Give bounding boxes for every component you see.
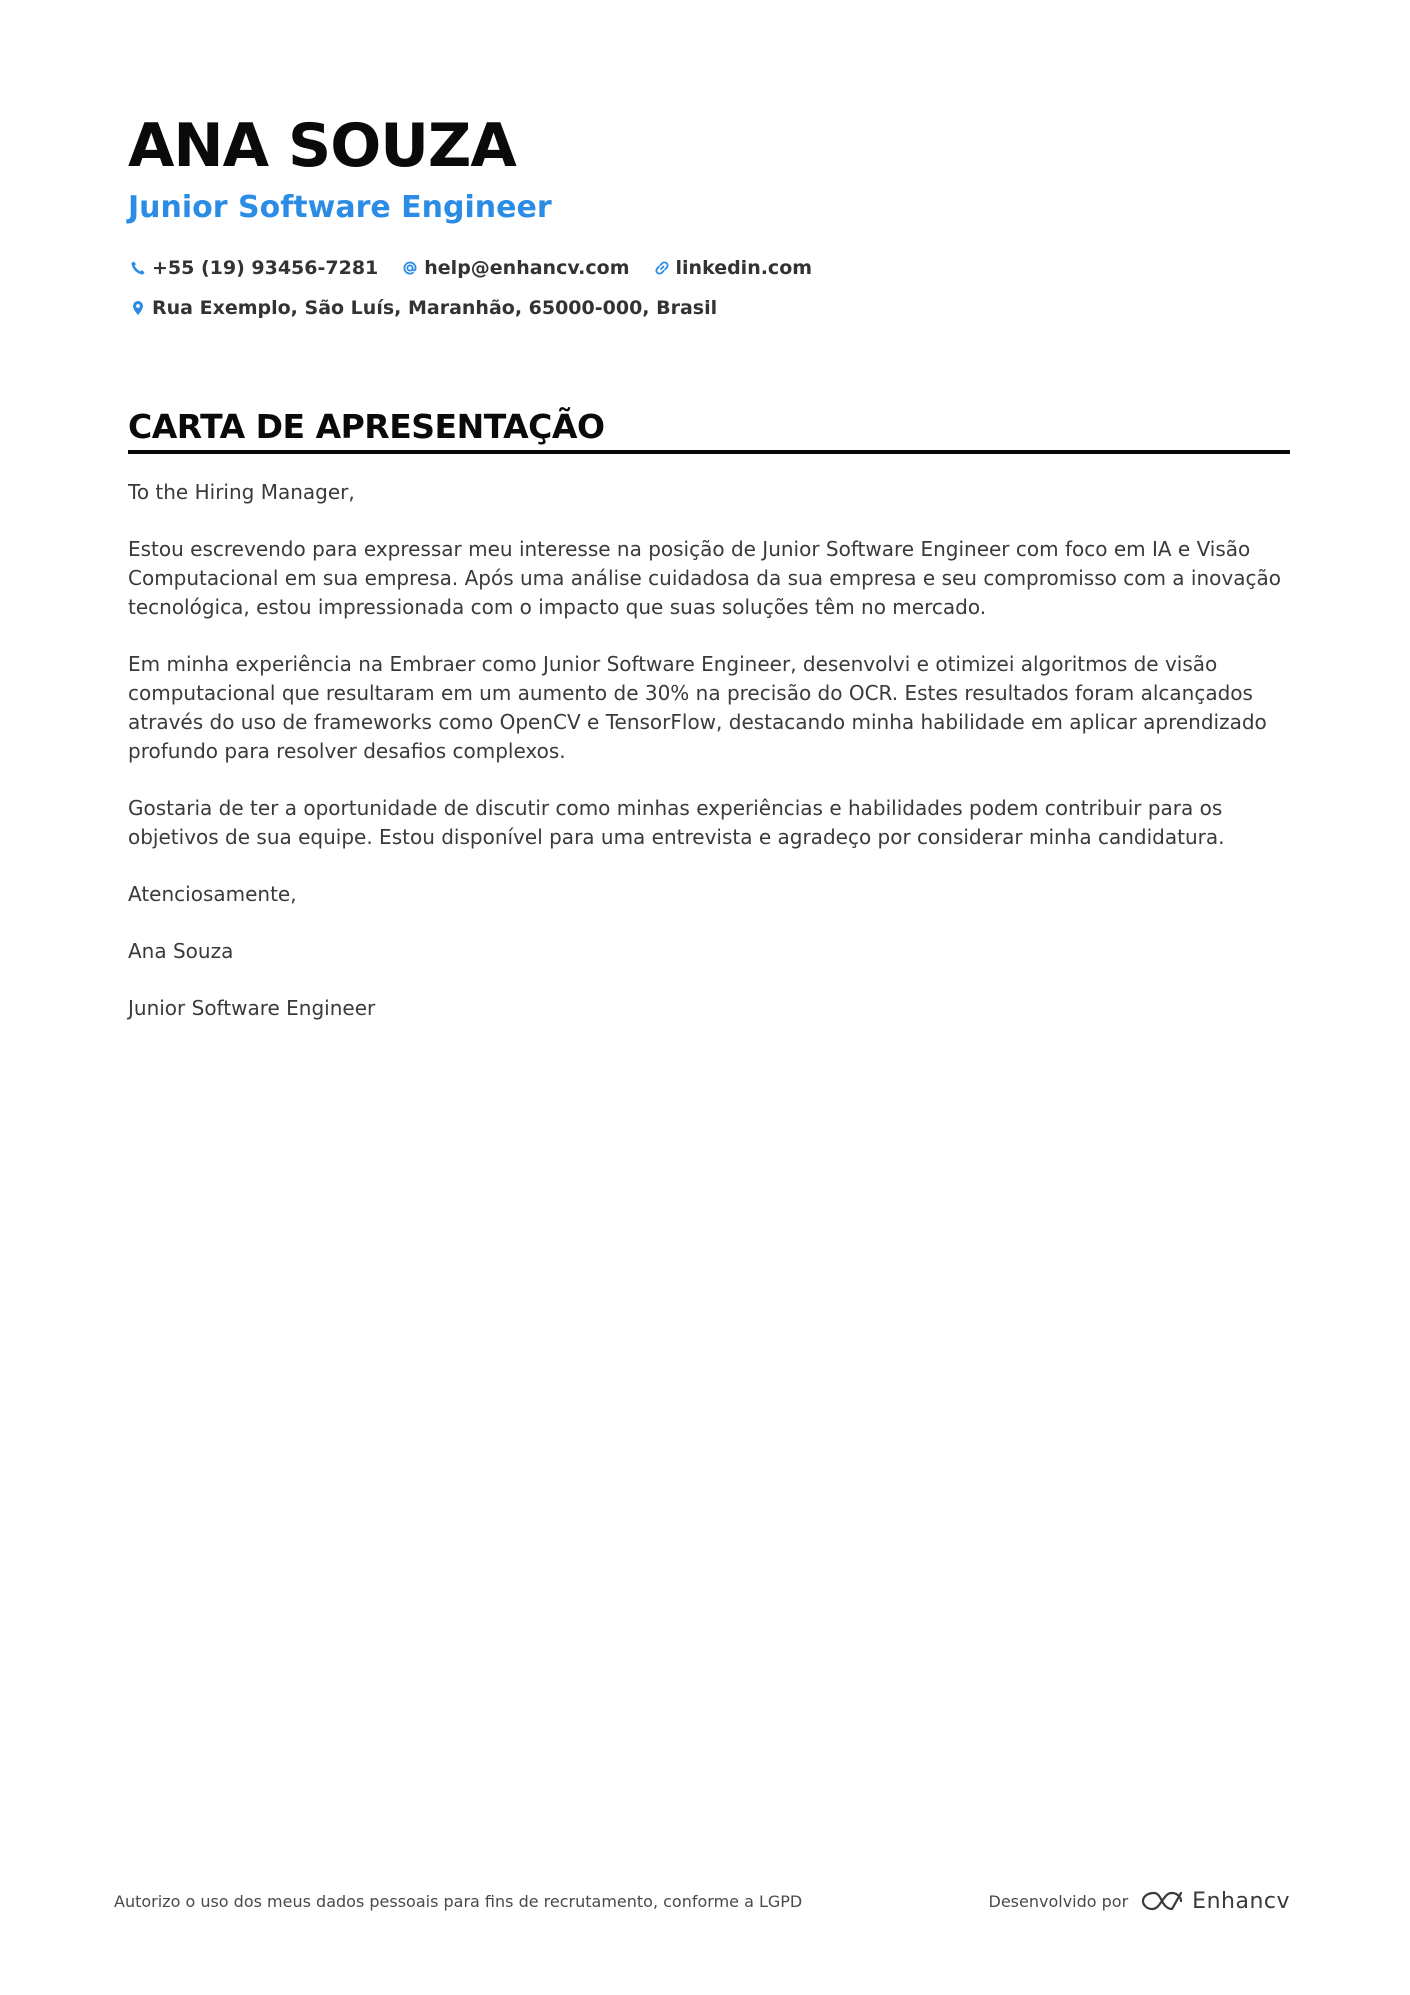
contact-row-1 <box>128 248 1288 288</box>
section-divider <box>128 450 1290 454</box>
cover-letter-section <box>128 404 1290 1051</box>
header <box>128 108 1288 328</box>
contact-info <box>128 248 1288 328</box>
contact-row-2 <box>128 288 1288 328</box>
signature-name: Ana Souza <box>128 939 234 963</box>
location-pin-icon <box>128 298 148 318</box>
candidate-title: Junior Software Engineer <box>128 190 552 225</box>
consent-note: Autorizo o uso dos meus dados pessoais para fins de recrutamento, conforme a LGPD <box>114 1891 803 1911</box>
at-icon <box>400 258 420 278</box>
link-contact[interactable] <box>652 257 813 279</box>
link-icon <box>652 258 672 278</box>
letter-closing: Atenciosamente, <box>128 882 297 906</box>
letter-body <box>128 478 1290 1023</box>
brand-name: Enhancv <box>1192 1888 1290 1914</box>
letter-paragraph-2: Em minha experiência na Embraer como Junior Software Engineer, desenvolvi e otimizei algoritmos de visão computacional que resultaram em um aumento de 30% na precisão do OCR. Estes resultados foram alcançados através do uso de frameworks como OpenCV e TensorFlow, destacando minha habilidade em aplicar aprendizado profundo para resolver desafios complexos. <box>128 652 1267 763</box>
letter-greeting: To the Hiring Manager, <box>128 480 355 504</box>
letter-paragraph-1: Estou escrevendo para expressar meu interesse na posição de Junior Software Engineer com foco em IA e Visão Computacional em sua empresa. Após uma análise cuidadosa da sua empresa e seu compromisso com a inovação tecnológica, estou impressionada com o impacto que suas soluções têm no mercado. <box>128 537 1281 619</box>
letter-paragraph-3: Gostaria de ter a oportunidade de discutir como minhas experiências e habilidades podem contribuir para os objetivos de sua equipe. Estou disponível para uma entrevista e agradeço por considerar minha candidatura. <box>128 796 1225 849</box>
enhancv-logo-icon <box>1140 1888 1192 1914</box>
section-title: CARTA DE APRESENTAÇÃO <box>128 407 605 446</box>
phone-icon <box>128 258 148 278</box>
signature-title: Junior Software Engineer <box>128 996 376 1020</box>
email-contact[interactable] <box>400 257 629 279</box>
phone-text: +55 (19) 93456-7281 <box>152 257 379 279</box>
address-contact <box>128 297 717 319</box>
link-text[interactable]: linkedin.com <box>675 257 813 279</box>
candidate-name: ANA SOUZA <box>128 111 516 181</box>
powered-by[interactable] <box>989 1888 1290 1914</box>
footer <box>114 1888 1290 1914</box>
phone-contact <box>128 257 378 279</box>
email-text[interactable]: help@enhancv.com <box>424 257 630 279</box>
address-text: Rua Exemplo, São Luís, Maranhão, 65000-000, Brasil <box>152 297 718 319</box>
powered-by-label: Desenvolvido por <box>988 1891 1129 1911</box>
